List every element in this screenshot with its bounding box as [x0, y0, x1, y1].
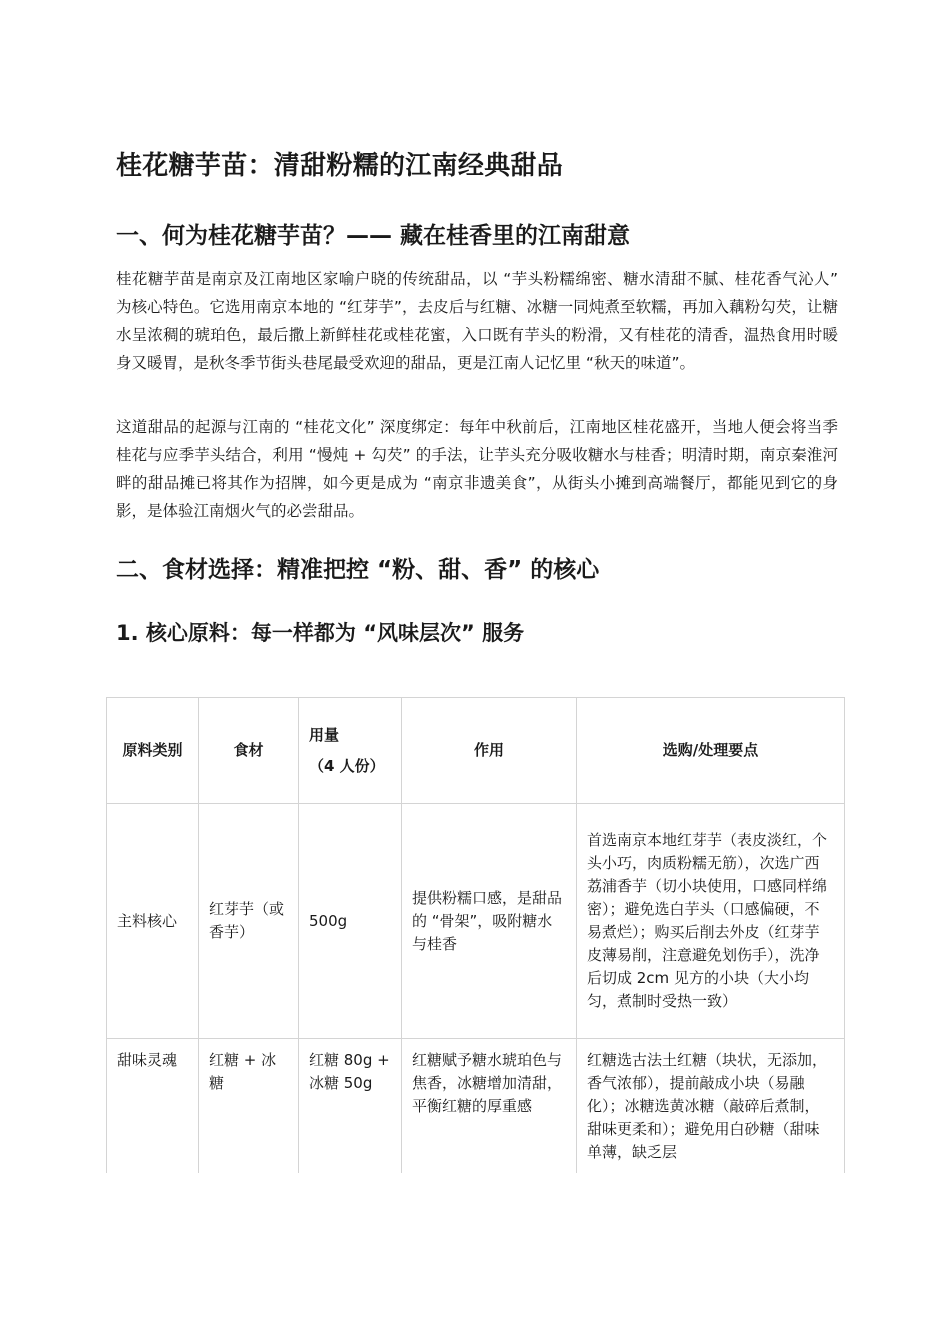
table-row: [107, 1039, 845, 1175]
section-1-heading: 一、何为桂花糖芋苗？—— 藏在桂香里的江南甜意: [116, 223, 631, 249]
cell-tips: 红糖选古法土红糖（块状，无添加，香气浓郁），提前敲成小块（易融化）；冰糖选黄冰糖（敲碎后煮制，甜味更柔和）；避免用白砂糖（甜味单薄，缺乏层: [577, 1039, 845, 1175]
cell-ingredient: 红芽芋（或香芋）: [199, 804, 299, 1039]
cell-purpose: 提供粉糯口感，是甜品的 “骨架”，吸附糖水与桂香: [402, 804, 577, 1039]
cell-ingredient: 红糖 + 冰糖: [199, 1039, 299, 1175]
table-header-row: [107, 698, 845, 804]
cell-purpose: 红糖赋予糖水琥珀色与焦香，冰糖增加清甜，平衡红糖的厚重感: [402, 1039, 577, 1175]
header-amount-note: （4 人份）: [309, 756, 385, 775]
cell-amount: 红糖 80g + 冰糖 50g: [299, 1039, 402, 1175]
subsection-1-heading: 1. 核心原料：每一样都为 “风味层次” 服务: [116, 621, 525, 645]
section-1-paragraph-2: 这道甜品的起源与江南的 “桂花文化” 深度绑定：每年中秋前后，江南地区桂花盛开，当地人便会将当季桂花与应季芋头结合，利用 “慢炖 + 勾芡” 的手法，让芋头充分吸收糖水与桂香；明清时期，南京秦淮河畔的甜品摊已将其作为招牌，如今更是成为 “南京非遗美食”，从街头小摊到高端餐厅，都能见到它的身影，是体验江南烟火气的必尝甜品。: [116, 418, 838, 520]
header-tips: 选购/处理要点: [577, 698, 845, 804]
cell-tips: 首选南京本地红芽芋（表皮淡红，个头小巧，肉质粉糯无筋），次选广西荔浦香芋（切小块使用，口感同样绵密）；避免选白芋头（口感偏硬，不易煮烂）；购买后削去外皮（红芽芋皮薄易削，注意避免划伤手），洗净后切成 2cm 见方的小块（大小均匀，煮制时受热一致）: [577, 804, 845, 1039]
page-bottom-margin: [0, 1173, 950, 1344]
header-amount: [299, 698, 402, 804]
cell-amount: 500g: [299, 804, 402, 1039]
section-2-heading: 二、食材选择：精准把控 “粉、甜、香” 的核心: [116, 557, 600, 583]
section-1-paragraph-1: 桂花糖芋苗是南京及江南地区家喻户晓的传统甜品，以 “芋头粉糯绵密、糖水清甜不腻、桂花香气沁人” 为核心特色。它选用南京本地的 “红芽芋”，去皮后与红糖、冰糖一同炖煮至软糯，再加入藕粉勾芡，让糖水呈浓稠的琥珀色，最后撒上新鲜桂花或桂花蜜，入口既有芋头的粉滑，又有桂花的清香，温热食用时暖身又暖胃，是秋冬季节街头巷尾最受欢迎的甜品，更是江南人记忆里 “秋天的味道”。: [116, 270, 838, 372]
cell-category: 主料核心: [107, 804, 199, 1039]
header-amount-label: 用量: [309, 725, 340, 744]
table-row: [107, 804, 845, 1039]
header-category: 原料类别: [107, 698, 199, 804]
header-purpose: 作用: [402, 698, 577, 804]
ingredients-table: [106, 697, 845, 1175]
header-ingredient: 食材: [199, 698, 299, 804]
document-title: 桂花糖芋苗：清甜粉糯的江南经典甜品: [116, 151, 564, 181]
cell-category: 甜味灵魂: [107, 1039, 199, 1175]
